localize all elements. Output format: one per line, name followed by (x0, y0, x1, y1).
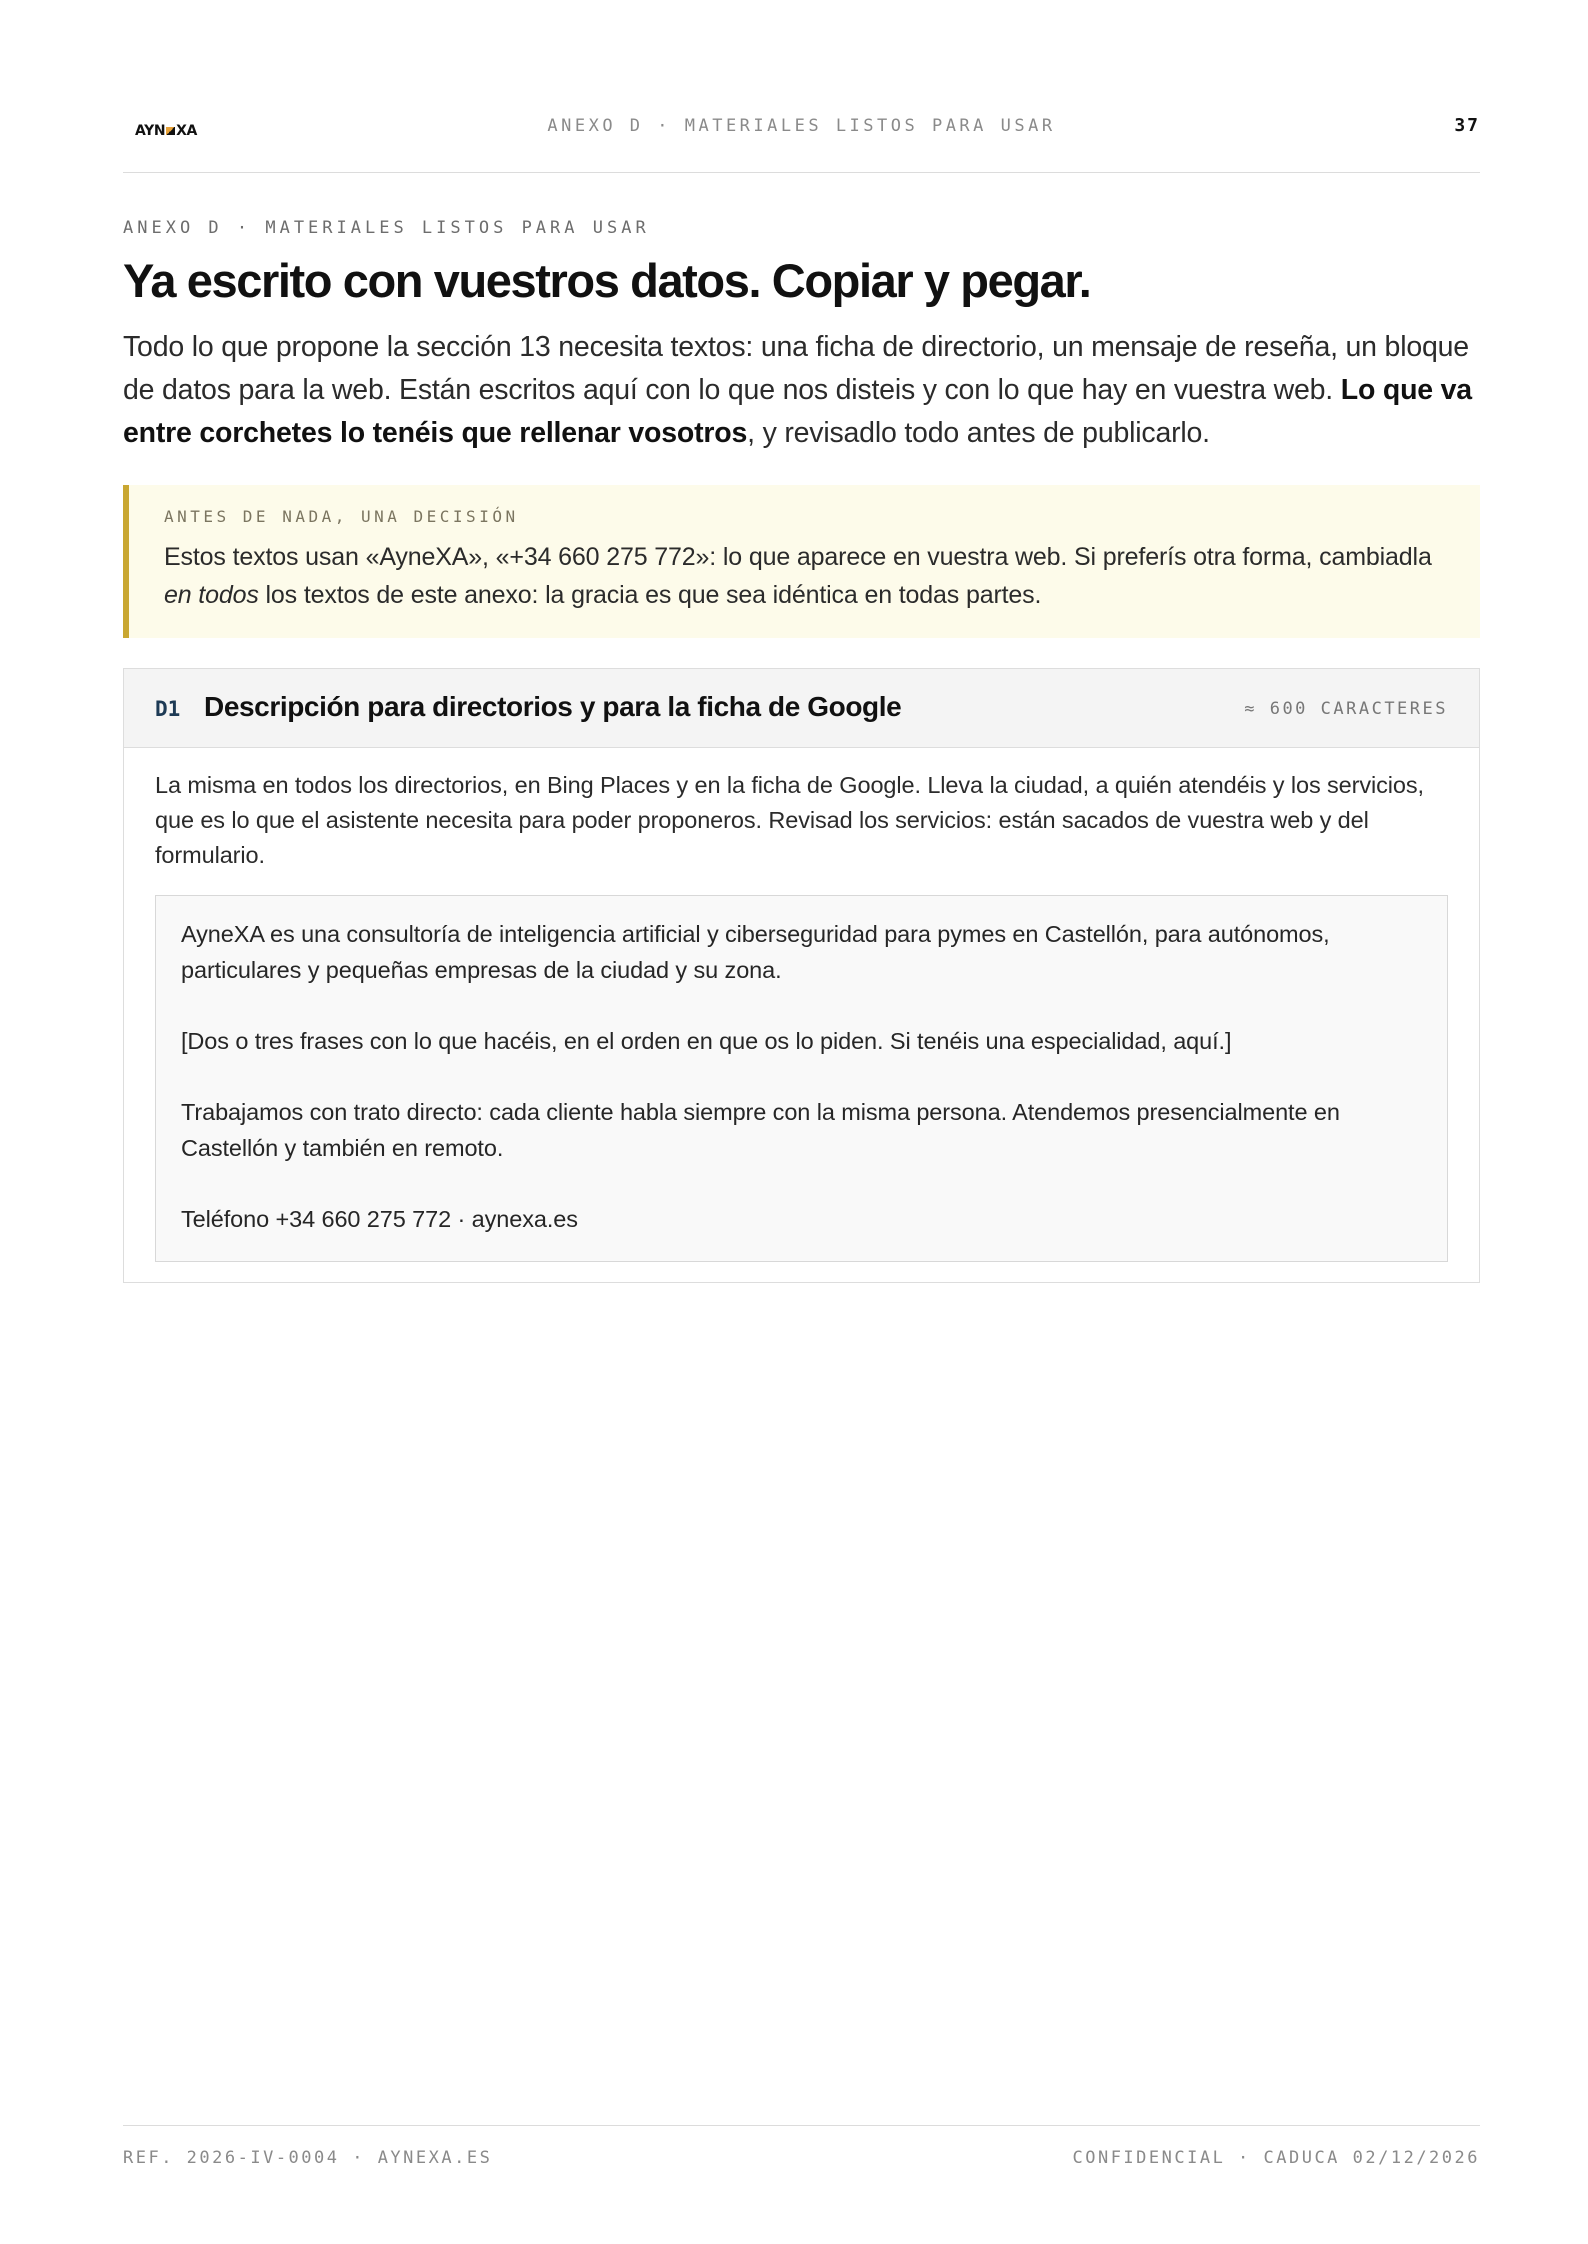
snippet-paragraph: Teléfono +34 660 275 772 · aynexa.es (181, 1206, 578, 1233)
card-code: D1 (155, 697, 181, 722)
section-eyebrow: ANEXO D · MATERIALES LISTOS PARA USAR (123, 218, 650, 238)
page-content (123, 218, 1480, 1283)
page-footer (123, 2125, 1480, 2186)
snippet-paragraph: Trabajamos con trato directo: cada cliente habla siempre con la misma persona. Atendemos presencialmente en Castellón y también en remoto. (181, 1099, 1340, 1162)
page-number: 37 (1454, 115, 1480, 136)
card-title: Descripción para directorios y para la ficha de Google (204, 691, 902, 723)
callout-text-start: Estos textos usan «AyneXA», «+34 660 275 772»: lo que aparece en vuestra web. Si preferís otra forma, cambiadla (164, 543, 1432, 572)
card-description: La misma en todos los directorios, en Bing Places y en la ficha de Google. Lleva la ciudad, a quién atendéis y los servicios, que es lo que el asistente necesita para poder proponeros. Revisad los servicios: están sacados de vuestra web y del formulario. (155, 772, 1424, 869)
snippet-paragraph: AyneXA es una consultoría de inteligencia artificial y ciberseguridad para pymes en Castellón, para autónomos, particulares y pequeñas empresas de la ciudad y su zona. (181, 921, 1330, 984)
logo-text-left: AYN (135, 123, 166, 139)
callout-text (164, 538, 1440, 614)
lead-paragraph (123, 326, 1480, 455)
footer-confidential: CONFIDENCIAL · CADUCA 02/12/2026 (1072, 2148, 1480, 2168)
character-count-badge: ≈ 600 CARACTERES (1244, 699, 1448, 720)
callout-text-end: los textos de este anexo: la gracia es que sea idéntica en todas partes. (258, 581, 1042, 610)
lead-bold-text: Lo que va entre corchetes lo tenéis que rellenar vosotros (123, 374, 1472, 450)
callout-label: ANTES DE NADA, UNA DECISIÓN (164, 507, 519, 527)
snippet-paragraph: [Dos o tres frases con lo que hacéis, en el orden en que os lo piden. Si tenéis una especialidad, aquí.] (181, 1028, 1232, 1055)
callout-italic-text: en todos (164, 581, 259, 610)
decision-callout (123, 485, 1480, 638)
logo-text-right: XA (176, 123, 197, 139)
lead-text: Todo lo que propone la sección 13 necesita textos: una ficha de directorio, un mensaje de reseña, un bloque de datos para la web. Están escritos aquí con lo que nos disteis y con lo que hay en vuestra web. (123, 331, 1469, 407)
material-card-d1 (123, 668, 1480, 1283)
copyable-text-block[interactable] (155, 895, 1448, 1262)
card-header (124, 669, 1479, 748)
lead-text-end: , y revisadlo todo antes de publicarlo. (747, 417, 1210, 450)
page-title: Ya escrito con vuestros datos. Copiar y pegar. (123, 254, 1091, 307)
running-header-title: ANEXO D · MATERIALES LISTOS PARA USAR (547, 116, 1056, 136)
footer-reference: REF. 2026-IV-0004 · AYNEXA.ES (123, 2148, 493, 2168)
card-body (124, 748, 1479, 1282)
page-header (123, 112, 1480, 173)
